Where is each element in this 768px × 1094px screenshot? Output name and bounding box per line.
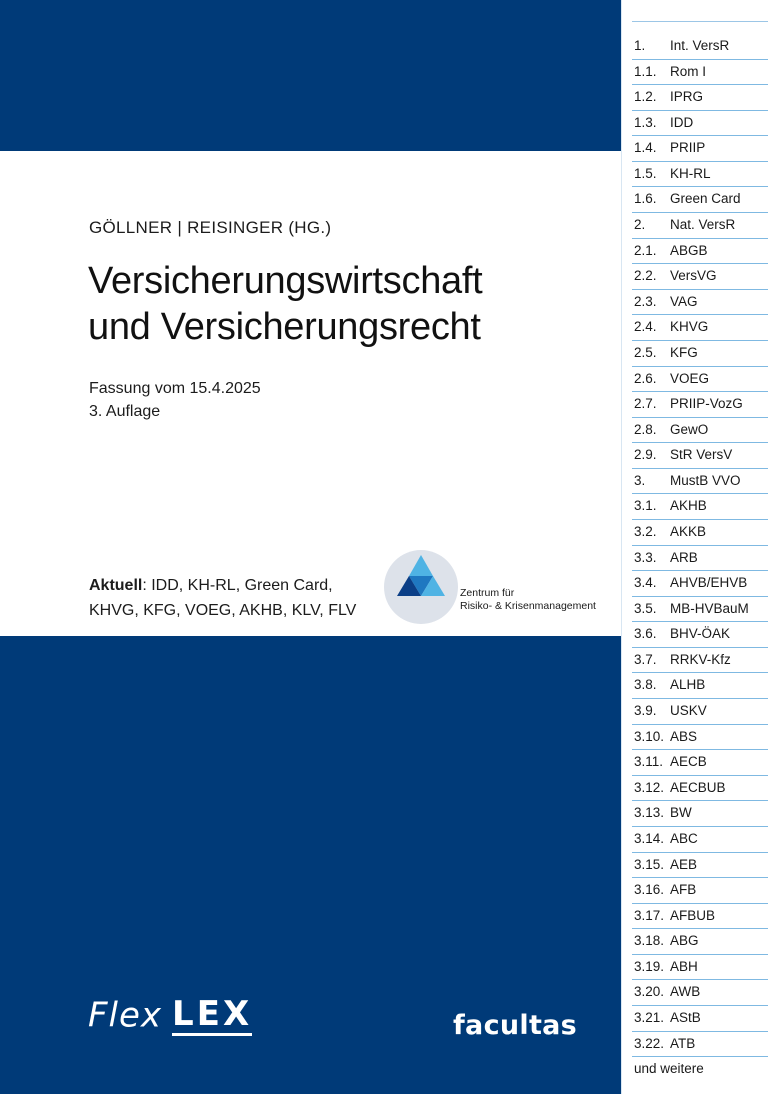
index-entry: [632, 648, 768, 674]
index-entry-number: 3.11.: [634, 754, 664, 770]
index-entry-number: 1.3.: [634, 114, 657, 130]
index-entry: [632, 776, 768, 802]
index-list: [632, 34, 768, 1057]
index-entry-number: 3.8.: [634, 677, 657, 693]
index-entry-number: 2.4.: [634, 319, 657, 335]
index-entry-number: 3.19.: [634, 958, 665, 974]
index-entry-label: AHVB/EHVB: [670, 575, 748, 591]
index-entry-label: PRIIP-VozG: [670, 396, 743, 412]
index-entry-number: 1.: [634, 38, 646, 53]
index-entry-number: 2.1.: [634, 242, 657, 258]
index-entry-number: 1.6.: [634, 191, 657, 207]
index-entry-label: ABC: [670, 830, 698, 846]
index-entry-label: Rom I: [670, 63, 707, 79]
index-entry: [632, 1006, 768, 1032]
series-logo: [88, 995, 252, 1041]
edition: 3. Auflage: [89, 403, 161, 420]
index-entry-number: 2.3.: [634, 293, 657, 309]
index-entry-number: 3.14.: [634, 830, 665, 846]
index-entry-label: Nat. VersR: [670, 217, 736, 233]
index-entry: [632, 136, 768, 162]
index-entry-label: AEB: [670, 856, 698, 872]
index-entry-label: BW: [670, 805, 692, 821]
index-entry-label: VAG: [670, 293, 698, 309]
index-entry-label: MB-HVBauM: [670, 600, 749, 616]
index-entry-label: ABS: [670, 728, 698, 744]
index-entry: [632, 367, 768, 393]
index-entry-label: IPRG: [670, 89, 704, 105]
index-entry: [632, 1032, 768, 1058]
index-entry: [632, 546, 768, 572]
index-entry-number: 2.5.: [634, 344, 657, 360]
index-entry-label: VersVG: [670, 268, 717, 284]
index-entry: [632, 750, 768, 776]
index-entry-number: 3.7.: [634, 651, 657, 667]
index-entry-label: MustB VVO: [670, 472, 741, 488]
index-entry-number: 3.3.: [634, 549, 657, 565]
index-entry-number: 3.13.: [634, 805, 665, 821]
index-entry: [632, 443, 768, 469]
index-entry-label: ABG: [670, 933, 699, 949]
index-entry-number: 3.21.: [634, 1009, 665, 1025]
index-entry: [632, 597, 768, 623]
index-entry: [632, 111, 768, 137]
index-entry-number: 3.15.: [634, 856, 665, 872]
index-entry-number: 1.2.: [634, 89, 657, 105]
index-entry-number: 3.17.: [634, 907, 665, 923]
logo-line-2: Risiko- & Krisenmanagement: [460, 600, 596, 612]
index-entry-number: 2.7.: [634, 396, 657, 412]
index-entry-label: AStB: [670, 1009, 701, 1025]
index-more: und weitere: [634, 1061, 704, 1076]
index-entry-label: ARB: [670, 549, 698, 565]
index-entry-label: KH-RL: [670, 165, 711, 181]
index-entry-label: AKHB: [670, 498, 707, 514]
index-entry-number: 3.20.: [634, 984, 665, 1000]
index-entry: [632, 315, 768, 341]
index-entry-label: Green Card: [670, 191, 741, 207]
index-entry-number: 1.1.: [634, 63, 657, 79]
index-entry: [632, 341, 768, 367]
series-lex: LEX: [172, 994, 253, 1034]
thumb-index: [621, 0, 768, 1094]
index-entry: [632, 827, 768, 853]
index-entry: [632, 904, 768, 930]
current-topics: [89, 573, 356, 623]
index-entry: [632, 801, 768, 827]
logo-text: [460, 587, 596, 613]
index-entry: [632, 622, 768, 648]
index-entry-label: KHVG: [670, 319, 709, 335]
index-entry-label: AFB: [670, 882, 697, 898]
series-flex: Flex: [88, 995, 163, 1036]
index-entry: [632, 929, 768, 955]
index-entry-label: RRKV-Kfz: [670, 651, 731, 667]
index-entry-label: IDD: [670, 114, 694, 130]
index-entry-number: 3.18.: [634, 933, 665, 949]
index-entry: [632, 34, 768, 60]
index-entry-number: 3.1.: [634, 498, 657, 514]
index-entry: [632, 85, 768, 111]
index-entry-number: 3.2.: [634, 523, 657, 539]
index-entry: [632, 571, 768, 597]
index-entry: [632, 290, 768, 316]
index-entry: [632, 878, 768, 904]
version-info: [89, 377, 261, 423]
logo-line-1: Zentrum für: [460, 587, 515, 599]
current-label: Aktuell: [89, 577, 143, 594]
index-entry-label: AFBUB: [670, 907, 716, 923]
index-entry-label: AECBUB: [670, 779, 726, 795]
index-entry-number: 3.12.: [634, 779, 665, 795]
index-entry-number: 3.22.: [634, 1035, 665, 1051]
index-entry-number: 3.16.: [634, 882, 665, 898]
top-color-band: [0, 0, 621, 151]
index-entry-number: 3.9.: [634, 703, 657, 719]
current-topics-line-1: : IDD, KH-RL, Green Card,: [142, 577, 333, 594]
index-entry-number: 2.9.: [634, 447, 657, 463]
index-entry-number: 3.6.: [634, 626, 657, 642]
index-entry-label: PRIIP: [670, 140, 706, 156]
editors: GÖLLNER | REISINGER (HG.): [89, 218, 332, 237]
index-entry: [632, 853, 768, 879]
index-entry: [632, 418, 768, 444]
index-entry-number: 3.: [634, 472, 646, 488]
index-entry-number: 1.5.: [634, 165, 657, 181]
index-entry-label: AECB: [670, 754, 707, 770]
index-entry-label: StR VersV: [670, 447, 733, 463]
triangle-logo-icon: [383, 549, 461, 627]
index-entry: [632, 494, 768, 520]
index-entry-number: 2.2.: [634, 268, 657, 284]
publisher-logo: facultas: [453, 1010, 578, 1041]
index-entry-label: Int. VersR: [670, 38, 730, 53]
index-entry: [632, 980, 768, 1006]
index-entry: [632, 392, 768, 418]
index-entry: [632, 699, 768, 725]
index-entry: [632, 264, 768, 290]
index-entry-number: 2.8.: [634, 421, 657, 437]
index-entry: [632, 955, 768, 981]
title-line-1: Versicherungswirtschaft: [88, 260, 483, 302]
index-entry: [632, 520, 768, 546]
index-entry-label: AWB: [670, 984, 701, 1000]
index-entry-label: KFG: [670, 344, 698, 360]
index-entry: [632, 187, 768, 213]
index-entry-number: 2.: [634, 217, 646, 233]
index-entry-label: ABH: [670, 958, 698, 974]
index-entry-number: 2.6.: [634, 370, 657, 386]
index-entry-number: 3.5.: [634, 600, 657, 616]
index-entry: [632, 60, 768, 86]
index-top-rule: [632, 21, 768, 22]
index-entry: [632, 673, 768, 699]
book-title: [88, 258, 482, 350]
index-entry-label: BHV-ÖAK: [670, 626, 731, 642]
index-entry: [632, 725, 768, 751]
version-date: Fassung vom 15.4.2025: [89, 380, 261, 397]
index-entry-label: GewO: [670, 421, 709, 437]
index-entry-number: 1.4.: [634, 140, 657, 156]
index-entry-label: ALHB: [670, 677, 706, 693]
index-entry: [632, 213, 768, 239]
index-entry: [632, 162, 768, 188]
index-entry-number: 3.4.: [634, 575, 657, 591]
index-entry-label: AKKB: [670, 523, 707, 539]
index-entry-label: VOEG: [670, 370, 710, 386]
current-topics-line-2: KHVG, KFG, VOEG, AKHB, KLV, FLV: [89, 602, 357, 619]
index-entry: [632, 239, 768, 265]
index-entry: [632, 469, 768, 495]
risk-center-logo: [383, 549, 615, 629]
index-entry-label: ABGB: [670, 242, 708, 258]
index-entry-number: 3.10.: [634, 728, 665, 744]
index-entry-label: USKV: [670, 703, 707, 719]
index-entry-label: ATB: [670, 1035, 696, 1051]
title-line-2: und Versicherungsrecht: [88, 306, 481, 348]
